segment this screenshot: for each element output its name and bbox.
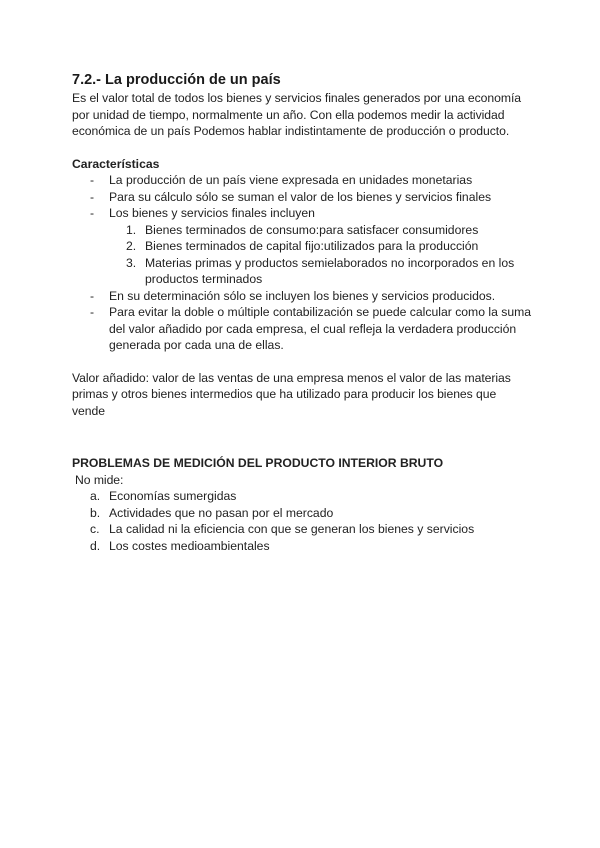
list-item (72, 521, 532, 538)
list-item (72, 238, 532, 255)
letter-marker: c. (90, 522, 100, 536)
dash-bullet: - (90, 189, 95, 204)
dash-bullet: - (90, 305, 95, 319)
characteristics-heading: Características (72, 156, 160, 171)
letter-marker: a. (90, 489, 101, 503)
list-item-text: Bienes terminados de consumo:para satisfacer consumidores (145, 222, 479, 237)
list-item (72, 538, 532, 555)
characteristics-list (72, 172, 532, 222)
list-item (72, 222, 532, 239)
problems-list (72, 488, 532, 554)
spacer (72, 354, 532, 370)
list-item (72, 304, 532, 354)
list-item-text: Economías sumergidas (109, 489, 237, 503)
dash-bullet: - (90, 206, 95, 220)
list-item (72, 205, 532, 222)
final-goods-list (72, 222, 532, 288)
letter-marker: b. (90, 505, 101, 520)
list-item-text: Para su cálculo sólo se suman el valor de los bienes y servicios finales (109, 189, 492, 204)
list-item-text: En su determinación sólo se incluyen los bienes y servicios producidos. (109, 288, 496, 303)
list-item (72, 488, 532, 505)
problems-lead: No mide: (75, 472, 124, 487)
list-item-text: Actividades que no pasan por el mercado (109, 505, 334, 520)
list-item-text: La calidad ni la eficiencia con que se generan los bienes y servicios (109, 522, 475, 536)
section-title: 7.2.- La producción de un país (72, 72, 281, 88)
list-item-text: Los bienes y servicios finales incluyen (109, 206, 315, 220)
list-item-text: Los costes medioambientales (109, 538, 270, 553)
intro-paragraph: Es el valor total de todos los bienes y servicios finales generados por una economía por unidad de tiempo, normalmente un año. Con ella podemos medir la actividad económica de un país Podemos hablar indistintamente de producción o producto. (72, 91, 522, 138)
list-item (72, 505, 532, 522)
list-item (72, 172, 532, 189)
problems-heading: PROBLEMAS DE MEDICIÓN DEL PRODUCTO INTERIOR BRUTO (72, 456, 444, 470)
dash-bullet: - (90, 288, 95, 303)
list-item-text: La producción de un país viene expresada en unidades monetarias (109, 173, 473, 187)
list-item (72, 189, 532, 206)
number-marker: 1. (126, 222, 137, 237)
list-item (72, 255, 532, 288)
dash-bullet: - (90, 173, 95, 187)
letter-marker: d. (90, 538, 101, 553)
number-marker: 2. (126, 239, 137, 253)
characteristics-list-continued (72, 288, 532, 354)
number-marker: 3. (126, 255, 137, 270)
spacer (72, 419, 532, 455)
list-item-text: Materias primas y productos semielaborados no incorporados en los productos terminados (145, 255, 515, 286)
value-added-paragraph: Valor añadido: valor de las ventas de una empresa menos el valor de las materias primas y otros bienes intermedios que ha utilizado para producir los bienes que vende (72, 370, 511, 418)
spacer (72, 140, 532, 156)
list-item (72, 288, 532, 305)
list-item-text: Bienes terminados de capital fijo:utilizados para la producción (145, 239, 479, 253)
list-item-text: Para evitar la doble o múltiple contabilización se puede calcular como la suma del valor añadido por cada empresa, el cual refleja la verdadera producción generada por cada una de ellas. (109, 305, 532, 352)
document-page (72, 70, 532, 554)
